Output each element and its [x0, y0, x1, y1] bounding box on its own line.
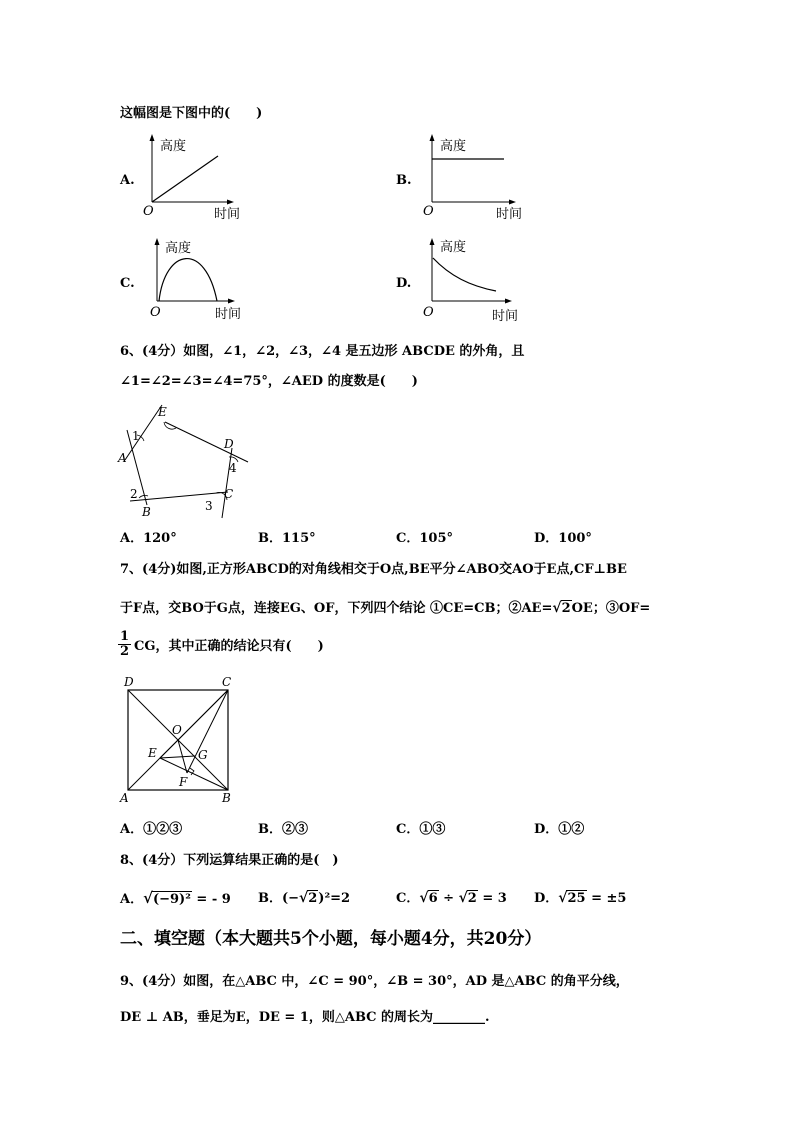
q6-choice-a[interactable]: A．120°	[120, 531, 177, 546]
q7-choice-b[interactable]: B．②③	[258, 822, 308, 837]
q8-stem: 8、(4分）下列运算结果正确的是( )	[120, 853, 339, 868]
q6-label-d: D	[224, 437, 234, 451]
q7-line2: 于F点，交BO于G点，连接EG、OF，下列四个结论 ①CE=CB；②AE=√2OE；③OF=	[120, 600, 651, 616]
q5-option-a-label[interactable]: A.	[120, 173, 135, 188]
q8-choice-a[interactable]: A．√(−9)² = - 9	[120, 889, 231, 907]
q7-label-e: E	[148, 746, 157, 760]
graph-d-origin: O	[423, 305, 434, 320]
q7-label-a: A	[120, 791, 129, 805]
graph-a-line	[152, 156, 218, 202]
q7-choice-d[interactable]: D．①②	[534, 822, 585, 837]
q8-c-radicand2: 2	[467, 891, 477, 906]
graph-c-origin: O	[150, 305, 161, 320]
q6-angle-3: 3	[205, 499, 213, 513]
graph-a-y-label: 高度	[160, 139, 187, 154]
q6-choice-d[interactable]: D．100°	[534, 531, 592, 546]
q8-a-rest: = - 9	[191, 892, 231, 907]
graph-a-origin: O	[143, 204, 154, 219]
graph-c-curve	[159, 259, 217, 301]
q5-graph-c	[145, 236, 255, 331]
q6-angle-2: 2	[130, 487, 138, 501]
q7-frac-den: 2	[120, 644, 130, 659]
q7-line1: 7、(4分)如图,正方形ABCD的对角线相交于O点,BE平分∠ABO交AO于E点,CF⊥BE	[120, 562, 627, 577]
q8-b-radicand: 2	[308, 891, 318, 906]
q7-line2-b: OE；③OF=	[571, 601, 651, 616]
q7-label-o: O	[172, 723, 182, 737]
q7-line2-a: 于F点，交BO于G点，连接EG、OF，下列四个结论 ①CE=CB；②AE=	[120, 601, 553, 616]
graph-a-x-label: 时间	[214, 207, 241, 222]
q8-choice-c[interactable]: C．√6 ÷ √2 = 3	[396, 890, 507, 906]
q7-label-b: B	[222, 791, 231, 805]
q7-line2-sqrt: 2	[561, 601, 571, 616]
graph-b-origin: O	[423, 204, 434, 219]
q9-line2: DE ⊥ AB，垂足为E，DE = 1，则△ABC 的周长为________.	[120, 1010, 490, 1025]
q6-label-e: E	[158, 405, 167, 419]
q9-line1: 9、(4分）如图，在△ABC 中，∠C = 90°，∠B = 30°，AD 是△ABC 的角平分线，	[120, 974, 629, 989]
graph-c-x-label: 时间	[215, 307, 242, 322]
q8-d-radicand: 25	[567, 891, 586, 906]
q8-c-radicand1: 6	[428, 891, 438, 906]
q7-choice-c[interactable]: C．①③	[396, 822, 446, 837]
q6-pentagon-figure	[110, 400, 260, 520]
q6-choice-c[interactable]: C．105°	[396, 531, 453, 546]
q8-choice-b[interactable]: B．(−√2)²=2	[258, 890, 351, 906]
q5-graph-d	[420, 236, 540, 331]
q7-choice-a[interactable]: A．①②③	[120, 822, 183, 837]
graph-d-y-label: 高度	[440, 240, 467, 255]
q6-line1: 6、(4分）如图，∠1，∠2，∠3，∠4 是五边形 ABCDE 的外角，且	[120, 344, 525, 359]
graph-b-x-label: 时间	[496, 207, 523, 222]
q6-choice-b[interactable]: B．115°	[258, 531, 316, 546]
q7-fraction	[118, 630, 131, 659]
q7-square-figure	[116, 674, 246, 809]
q6-label-a: A	[118, 451, 127, 465]
q5-option-d-label[interactable]: D.	[396, 276, 412, 291]
q7-label-g: G	[198, 748, 208, 762]
q7-line3: CG，其中正确的结论只有( )	[134, 639, 324, 654]
q7-label-d: D	[124, 675, 134, 689]
q5-graph-b	[420, 132, 540, 227]
q6-line2: ∠1=∠2=∠3=∠4=75°，∠AED 的度数是( )	[120, 374, 418, 389]
q7-label-f: F	[179, 775, 188, 789]
q8-choice-d[interactable]: D．√25 = ±5	[534, 890, 627, 906]
q5-graph-a	[140, 132, 250, 227]
q7-label-c: C	[222, 675, 232, 689]
q6-angle-4: 4	[229, 461, 237, 475]
graph-d-x-label: 时间	[492, 309, 519, 324]
q6-label-c: C	[224, 487, 234, 501]
q5-option-c-label[interactable]: C.	[120, 276, 135, 291]
q8-a-radicand: (−9)²	[152, 892, 191, 907]
q6-angle-1: 1	[132, 429, 140, 443]
q5-option-b-label[interactable]: B.	[396, 173, 412, 188]
q6-label-b: B	[142, 505, 151, 519]
q7-frac-num: 1	[120, 629, 130, 644]
section2-title: 二、填空题（本大题共5个小题，每小题4分，共20分）	[120, 929, 542, 949]
q5-stem: 这幅图是下图中的( )	[120, 106, 263, 121]
graph-c-y-label: 高度	[165, 241, 192, 256]
graph-d-curve	[433, 258, 496, 291]
graph-b-y-label: 高度	[440, 139, 467, 154]
